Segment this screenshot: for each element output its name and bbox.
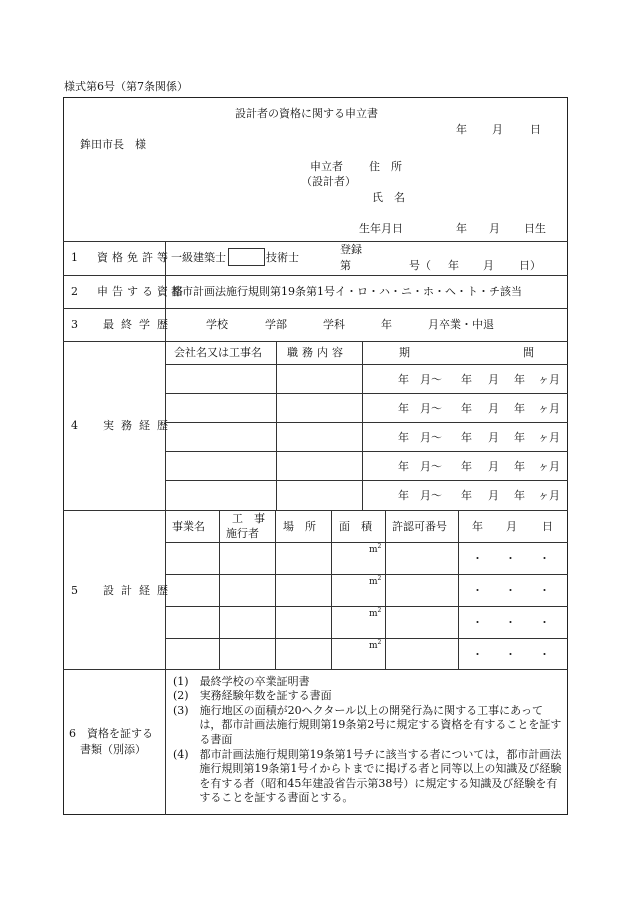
divider	[63, 510, 568, 511]
row-rule	[165, 574, 568, 575]
row-rule	[165, 606, 568, 607]
area-column-header: 面 積	[339, 520, 372, 533]
period-start-year: 年	[398, 431, 409, 444]
period-start-year: 年	[398, 489, 409, 502]
faculty-label: 学部	[265, 318, 287, 331]
period-end-year: 年	[461, 431, 472, 444]
period-end-month: 月	[488, 460, 499, 473]
form-title: 設計者の資格に関する申立書	[235, 107, 378, 120]
row-rule	[165, 542, 568, 543]
period-end-month: 月	[488, 489, 499, 502]
department-label: 学科	[323, 318, 345, 331]
column-rule	[458, 510, 459, 669]
period-column-header-2: 間	[523, 346, 534, 359]
period-end-year: 年	[461, 373, 472, 386]
date-year-column-header: 年	[472, 520, 483, 533]
name-label: 氏 名	[372, 191, 405, 204]
date-separator: ・	[472, 584, 483, 597]
column-rule	[275, 510, 276, 669]
period-start-year: 年	[398, 460, 409, 473]
row1-label: 1 資格免許等	[71, 251, 172, 264]
place-column-header: 場 所	[283, 520, 316, 533]
engineer-label: 技術士	[266, 251, 299, 264]
builder-column-header-1: 工 事	[232, 512, 265, 525]
duration-years: 年	[514, 431, 525, 444]
row6-label-line1: 6 資格を証する	[69, 727, 153, 740]
document-item: (2) 実務経験年数を証する書面	[173, 689, 332, 702]
row2-label: 2 申告する資格	[71, 285, 187, 298]
period-end-year: 年	[461, 460, 472, 473]
row6-label-line2: 書類（別添）	[80, 743, 146, 756]
duration-months: ヶ月	[538, 489, 560, 502]
birth-month-label: 月	[489, 222, 500, 235]
date-separator: ・	[539, 552, 550, 565]
period-end-month: 月	[488, 431, 499, 444]
period-end-year: 年	[461, 489, 472, 502]
addressee: 鉾田市長 様	[80, 138, 146, 151]
duration-months: ヶ月	[538, 460, 560, 473]
registration-month-label: 月	[483, 259, 494, 272]
registration-label: 登録	[340, 243, 362, 256]
divider	[63, 308, 568, 309]
duties-column-header: 職務内容	[287, 346, 347, 359]
duration-months: ヶ月	[538, 373, 560, 386]
duration-years: 年	[514, 402, 525, 415]
project-column-header: 事業名	[172, 520, 205, 533]
applicant-label: 申立者	[310, 160, 343, 173]
column-rule	[276, 341, 277, 510]
period-start-year: 年	[398, 373, 409, 386]
row-rule	[165, 451, 568, 452]
date-day-column-header: 日	[542, 520, 553, 533]
date-separator: ・	[505, 648, 516, 661]
period-start-month: 月～	[420, 402, 442, 415]
builder-column-header-2: 施行者	[226, 527, 259, 540]
row4-label: 4 実務経歴	[71, 419, 175, 432]
birth-day-label: 日生	[524, 222, 546, 235]
designer-label: （設計者）	[301, 175, 356, 188]
column-rule	[331, 510, 332, 669]
date-separator: ・	[505, 552, 516, 565]
date-separator: ・	[539, 648, 550, 661]
date-separator: ・	[472, 648, 483, 661]
graduation-label: 月卒業・中退	[428, 318, 494, 331]
license-type-box[interactable]	[228, 248, 265, 266]
column-rule	[219, 510, 220, 669]
address-label: 住 所	[369, 160, 402, 173]
company-column-header: 会社名又は工事名	[174, 346, 262, 359]
document-item: (4) 都市計画法施行規則第19条第1号チに該当する者については，都市計画法施行規則第19条第1号イからトまでに掲げる者と同等以上の知識及び経験を有する者（昭和45年建設省告示第38号）に規定する知識及び経験を有することを証する書面とする。	[173, 748, 562, 805]
period-end-year: 年	[461, 402, 472, 415]
date-separator: ・	[539, 584, 550, 597]
date-separator: ・	[505, 616, 516, 629]
school-label: 学校	[206, 318, 228, 331]
first-class-architect-label: 一級建築士	[171, 251, 226, 264]
date-day-label: 日	[530, 123, 541, 136]
duration-months: ヶ月	[538, 402, 560, 415]
birth-year-label: 年	[456, 222, 467, 235]
divider	[63, 669, 568, 670]
registration-dai-label: 第	[340, 259, 351, 272]
area-unit: $m^2$	[369, 575, 382, 587]
duration-years: 年	[514, 373, 525, 386]
area-unit: $m^2$	[369, 607, 382, 619]
row5-label: 5 設計経歴	[71, 584, 175, 597]
period-start-year: 年	[398, 402, 409, 415]
row-rule	[165, 638, 568, 639]
duration-months: ヶ月	[538, 431, 560, 444]
period-start-month: 月～	[420, 373, 442, 386]
birth-date-label: 生年月日	[359, 222, 403, 235]
period-start-month: 月～	[420, 489, 442, 502]
area-unit: $m^2$	[369, 543, 382, 555]
declared-qualification: 都市計画法施行規則第19条第1号イ・ロ・ハ・ニ・ホ・ヘ・ト・チ該当	[171, 285, 522, 298]
date-year-label: 年	[456, 123, 467, 136]
period-end-month: 月	[488, 373, 499, 386]
registration-go-label: 号（	[409, 259, 431, 272]
permit-column-header: 許認可番号	[392, 520, 447, 533]
date-separator: ・	[539, 616, 550, 629]
graduation-year-label: 年	[381, 318, 392, 331]
date-separator: ・	[505, 584, 516, 597]
row-rule	[165, 422, 568, 423]
column-rule	[362, 341, 363, 510]
period-end-month: 月	[488, 402, 499, 415]
date-month-label: 月	[492, 123, 503, 136]
document-item: (3) 施行地区の面積が20ヘクタール以上の開発行為に関する工事にあっては，都市計画法施行規則第19条第2号に規定する資格を有することを証する書面	[173, 704, 562, 746]
date-month-column-header: 月	[506, 520, 517, 533]
row3-label: 3 最終学歴	[71, 318, 175, 331]
area-unit: $m^2$	[369, 639, 382, 651]
period-start-month: 月～	[420, 460, 442, 473]
column-rule	[385, 510, 386, 669]
period-column-header-1: 期	[399, 346, 410, 359]
divider	[63, 241, 568, 242]
registration-year-label: 年	[448, 259, 459, 272]
date-separator: ・	[472, 552, 483, 565]
form-number: 様式第6号（第7条関係）	[64, 80, 188, 93]
document-item: (1) 最終学校の卒業証明書	[173, 675, 310, 688]
duration-years: 年	[514, 489, 525, 502]
row-rule	[165, 480, 568, 481]
row-rule	[165, 364, 568, 365]
divider	[63, 275, 568, 276]
row-rule	[165, 393, 568, 394]
period-start-month: 月～	[420, 431, 442, 444]
duration-years: 年	[514, 460, 525, 473]
divider	[63, 341, 568, 342]
registration-day-label: 日）	[519, 259, 541, 272]
date-separator: ・	[472, 616, 483, 629]
